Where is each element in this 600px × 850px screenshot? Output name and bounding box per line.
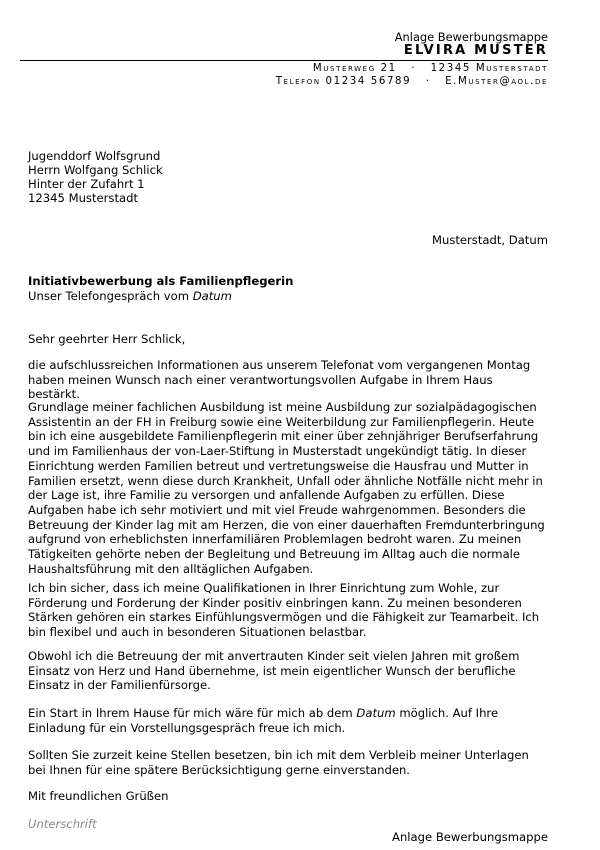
sender-contact: Telefon 01234 56789 · E.Muster@aol.de <box>275 76 548 87</box>
sender-name <box>404 44 548 59</box>
recipient-address <box>28 149 163 205</box>
body-paragraph-3: Ich bin sicher, dass ich meine Qualifikationen in Ihrer Einrichtung zum Wohle, zur Förderung und Forderung der Kinder positiv einbringen kann. Zu meinen besonderen Stärken gehören ein starkes Einfühlungsvermögen und die Fähigkeit zur Teamarbeit. Ich bin flexibel und auch in besonderen Situationen belastbar. <box>28 581 540 640</box>
reference-date: Datum <box>192 289 232 303</box>
body-paragraph-4: Obwohl ich die Betreuung der mit anvertrauten Kinder seit vielen Jahren mit großem Einsatz von Herz und Hand übernehme, ist mein eigentlicher Wunsch der berufliche Einsatz in der Familienfürsorge. <box>28 649 520 693</box>
recipient-street: Hinter der Zufahrt 1 <box>28 177 145 191</box>
attachment-note-top: Anlage Bewerbungsmappe <box>394 30 548 44</box>
body-paragraph-5 <box>28 706 548 735</box>
sender-address: Musterweg 21 · 12345 Musterstadt <box>312 63 548 74</box>
reference-text: Unser Telefongespräch vom <box>28 289 193 303</box>
salutation: Sehr geehrter Herr Schlick, <box>28 332 186 346</box>
header-divider <box>20 60 548 61</box>
paragraph-5-date: Datum <box>356 706 396 720</box>
letter-reference <box>28 289 232 304</box>
sender-first-name: ELVIRA <box>403 43 468 58</box>
recipient-person: Herrn Wolfgang Schlick <box>28 163 163 177</box>
sender-last-name: MUSTER <box>474 43 548 58</box>
body-paragraph-6: Sollten Sie zurzeit keine Stellen besetzen, bin ich mit dem Verbleib meiner Unterlagen bei Ihnen für eine spätere Berücksichtigung gerne einverstanden. <box>28 748 529 777</box>
signature-placeholder: Unterschrift <box>28 817 97 831</box>
body-paragraph-2: Grundlage meiner fachlichen Ausbildung ist meine Ausbildung zur sozialpädagogischen Assistentin an der FH in Freiburg sowie eine Weiterbildung zur Familienpflegerin. Heute bin ich eine ausgebildete Familienpflegerin mit einer über zehnjähriger Berufserfahrung und im Familienhaus der von-Laer-Stiftung in Musterstadt ungekündigt tätig. In dieser Einrichtung werden Familien betreut und vertretungsweise die Hausfrau und Mutter in Familien ersetzt, wenn diese durch Krankheit, Unfall oder ähnliche Notfälle nicht mehr in der Lage ist, ihre Familie zu versorgen und anfallende Aufgaben zu erfüllen. Diese Aufgaben habe ich sehr motiviert und mit viel Freude wahrgenommen. Besonders die Betreuung der Kinder lag mit am Herzen, die von einer dauerhaften Fremdunterbringung aufgrund von erheblichsten innerfamiliären Problemlagen bedroht waren. Zu meinen Tätigkeiten gehörte neben der Begleitung und Betreuung im Alltag auch die normale Haushaltsführung mit den alltäglichen Aufgaben. <box>28 400 545 576</box>
body-paragraph-1: die aufschlussreichen Informationen aus unserem Telefonat vom vergangenen Montag haben meinen Wunsch nach einer verantwortungsvollen Aufgabe in Ihrem Haus bestärkt. <box>28 358 531 402</box>
attachment-note-bottom: Anlage Bewerbungsmappe <box>392 830 548 844</box>
paragraph-5-end: möglich. Auf Ihre Einladung für ein Vorstellungsgespräch freue ich mich. <box>28 706 499 735</box>
recipient-organization: Jugenddorf Wolfsgrund <box>28 149 161 163</box>
recipient-city: 12345 Musterstadt <box>28 191 138 205</box>
paragraph-5-start: Ein Start in Ihrem Hause für mich wäre für mich ab dem <box>28 706 357 720</box>
place-date: Musterstadt, Datum <box>431 233 548 247</box>
letter-subject: Initiativbewerbung als Familienpflegerin <box>28 274 294 288</box>
closing: Mit freundlichen Grüßen <box>28 789 169 803</box>
